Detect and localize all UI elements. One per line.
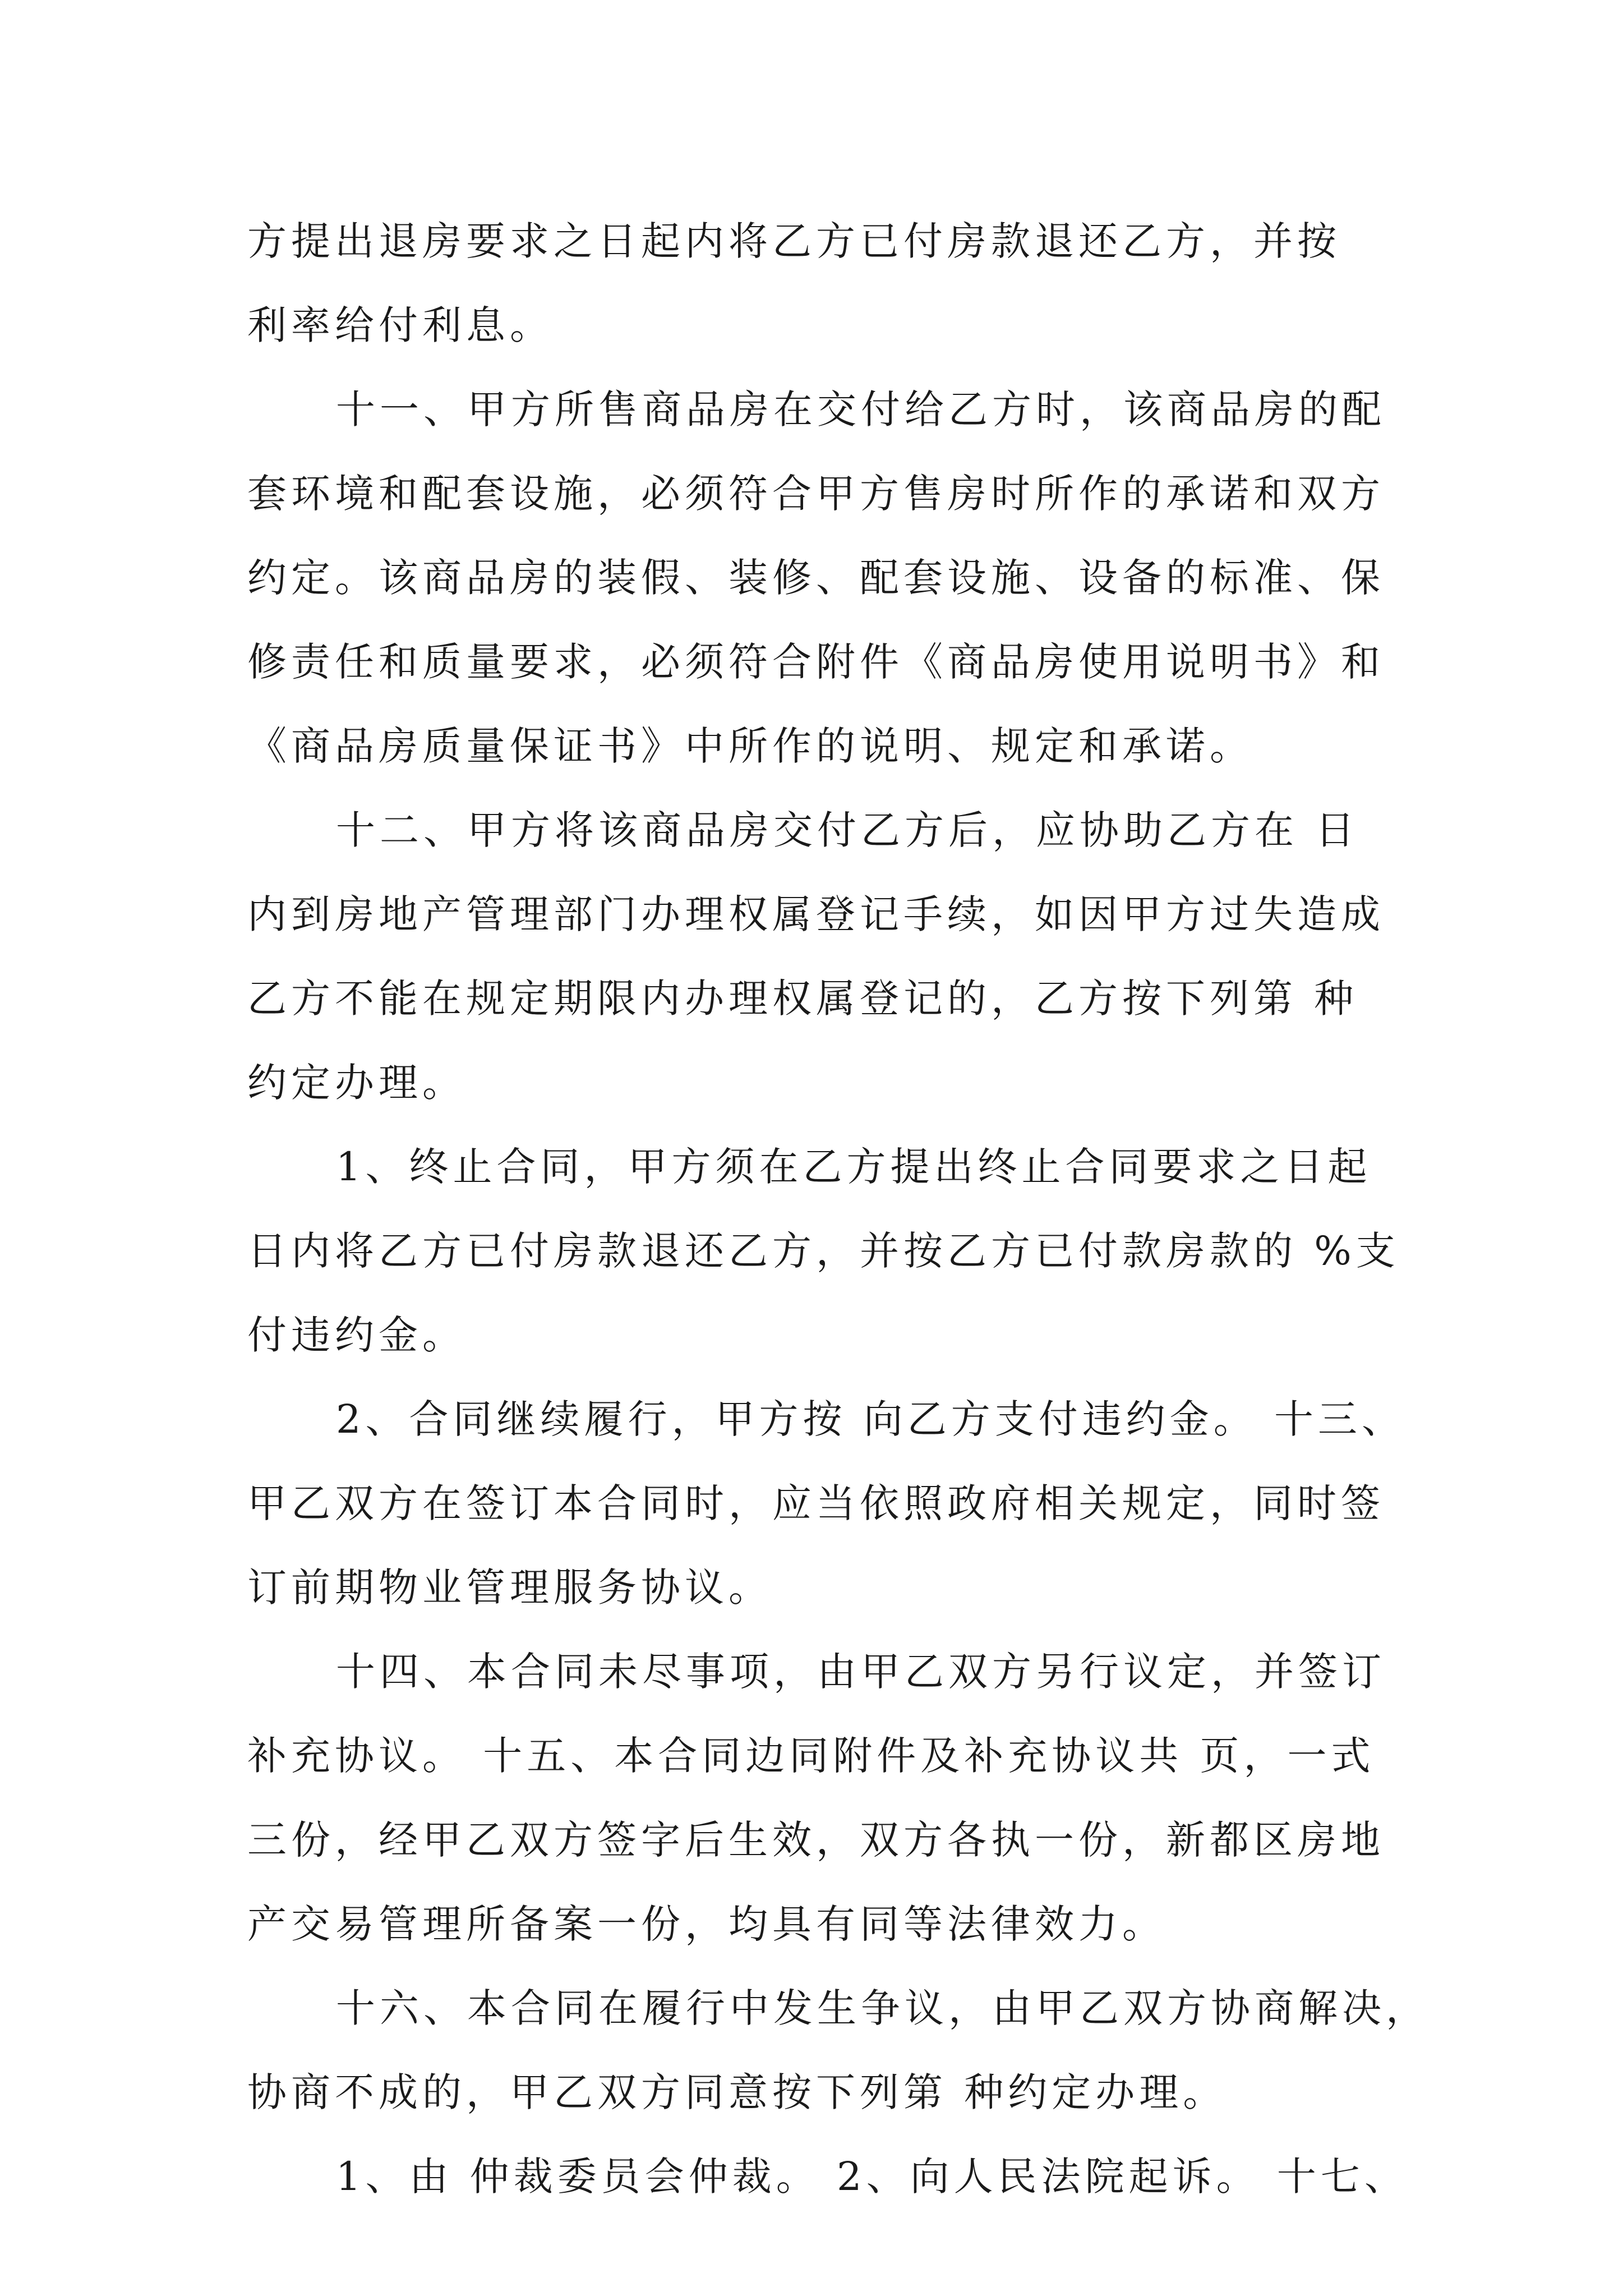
text-line: 甲乙双方在签订本合同时，应当依照政府相关规定，同时签 — [247, 1480, 1385, 1526]
text-line: 套环境和配套设施，必须符合甲方售房时所作的承诺和双方 — [247, 471, 1385, 517]
text-line: 协商不成的，甲乙双方同意按下列第 种约定办理。 — [247, 2069, 1227, 2115]
paragraph-start-line: 2、合同继续履行，甲方按 向乙方支付违约金。 十三、 — [336, 1396, 1406, 1442]
text-line: 产交易管理所备案一份，均具有同等法律效力。 — [247, 1901, 1166, 1947]
text-line: 付违约金。 — [247, 1312, 466, 1358]
paragraph-start-line: 1、终止合同，甲方须在乙方提出终止合同要求之日起 — [336, 1144, 1372, 1190]
document-body — [247, 199, 1430, 2219]
text-line: 《商品房质量保证书》中所作的说明、规定和承诺。 — [247, 723, 1253, 769]
text-line: 三份，经甲乙双方签字后生效，双方各执一份，新都区房地 — [247, 1817, 1385, 1863]
paragraph-start-line: 十四、本合同未尽事项，由甲乙双方另行议定，并签订 — [336, 1649, 1386, 1695]
text-line: 方提出退房要求之日起内将乙方已付房款退还乙方，并按 — [247, 218, 1341, 264]
text-line: 利率给付利息。 — [247, 302, 554, 348]
text-line: 内到房地产管理部门办理权属登记手续，如因甲方过失造成 — [247, 891, 1385, 937]
paragraph-start-line: 1、由 仲裁委员会仲裁。 2、向人民法院起诉。 十七、 — [336, 2154, 1408, 2200]
text-line: 约定。该商品房的装假、装修、配套设施、设备的标准、保 — [247, 555, 1385, 601]
text-line: 修责任和质量要求，必须符合附件《商品房使用说明书》和 — [247, 639, 1385, 685]
text-line: 订前期物业管理服务协议。 — [247, 1565, 772, 1611]
paragraph-start-line: 十二、甲方将该商品房交付乙方后，应协助乙方在 日 — [336, 807, 1359, 853]
text-line: 日内将乙方已付房款退还乙方，并按乙方已付款房款的 %支 — [247, 1228, 1400, 1274]
paragraph-start-line: 十一、甲方所售商品房在交付给乙方时，该商品房的配 — [336, 386, 1386, 432]
text-line: 补充协议。 十五、本合同边同附件及补充协议共 页，一式 — [247, 1733, 1375, 1779]
text-line: 约定办理。 — [247, 1060, 466, 1106]
paragraph-start-line: 十六、本合同在履行中发生争议，由甲乙双方协商解决， — [336, 1985, 1430, 2031]
text-line: 乙方不能在规定期限内办理权属登记的，乙方按下列第 种 — [247, 976, 1358, 1022]
